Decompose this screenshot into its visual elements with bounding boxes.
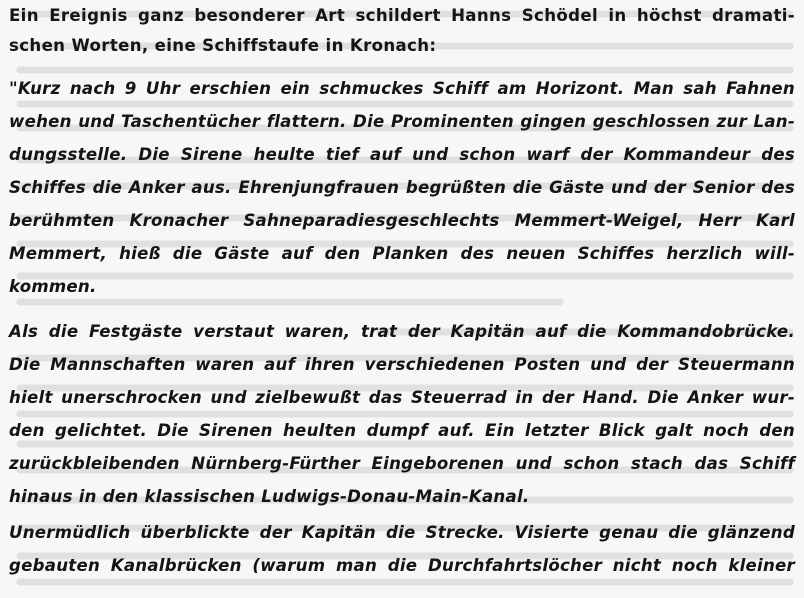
text-line: gebauten Kanalbrücken (warum man die Durchfahrtslöcher nicht noch kleiner xyxy=(9,556,795,575)
text-line: hinaus in den klassischen Ludwigs-Donau-Main-Kanal. xyxy=(9,487,530,506)
text-line: "Kurz nach 9 Uhr erschien ein schmuckes Schiff am Horizont. Man sah Fahnen xyxy=(9,79,795,98)
text-line: Memmert, hieß die Gäste auf den Planken des neuen Schiffes herzlich will- xyxy=(9,244,795,263)
text-line: Die Mannschaften waren auf ihren verschiedenen Posten und der Steuermann xyxy=(9,355,795,374)
text-line: dungsstelle. Die Sirene heulte tief auf und schon warf der Kommandeur des xyxy=(9,145,795,164)
text-line: schen Worten, eine Schiffstaufe in Kronach: xyxy=(9,36,437,55)
text-line: Unermüdlich überblickte der Kapitän die Strecke. Visierte genau die glänzend xyxy=(9,523,795,542)
text-line: Als die Festgäste verstaut waren, trat der Kapitän auf die Kommandobrücke. xyxy=(9,322,795,341)
text-line: hielt unerschrocken und zielbewußt das Steuerrad in der Hand. Die Anker wur- xyxy=(9,388,795,407)
text-line: berühmten Kronacher Sahneparadiesgeschlechts Memmert-Weigel, Herr Karl xyxy=(9,211,795,230)
text-line: Schiffes die Anker aus. Ehrenjungfrauen begrüßten die Gäste und der Senior des xyxy=(9,178,795,197)
text-line: zurückbleibenden Nürnberg-Fürther Eingeborenen und schon stach das Schiff xyxy=(9,454,795,473)
text-line: Ein Ereignis ganz besonderer Art schildert Hanns Schödel in höchst dramati- xyxy=(9,6,795,25)
text-line: den gelichtet. Die Sirenen heulten dumpf auf. Ein letzter Blick galt noch den xyxy=(9,421,795,440)
text-line: wehen und Taschentücher flattern. Die Prominenten gingen geschlossen zur Lan- xyxy=(9,112,795,131)
text-line: kommen. xyxy=(9,277,97,296)
